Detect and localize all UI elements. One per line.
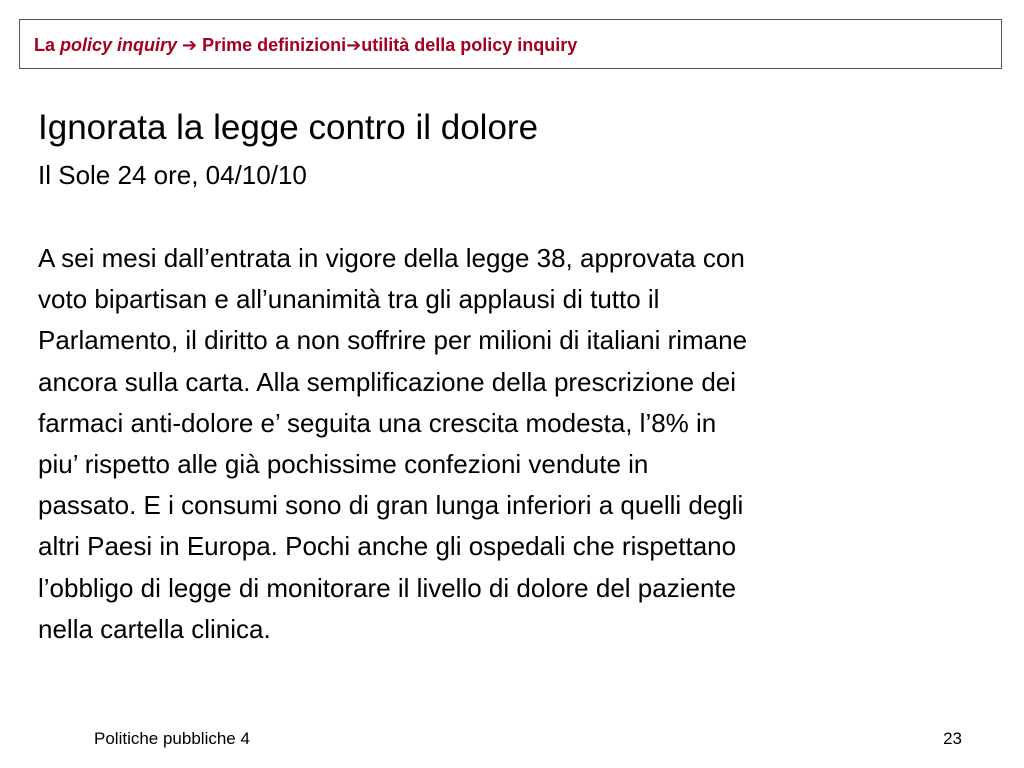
body-line: passato. E i consumi sono di gran lunga inferiori a quelli degli: [38, 490, 744, 521]
body-paragraph: [38, 238, 988, 650]
source-citation: Il Sole 24 ore, 04/10/10: [38, 160, 307, 190]
page-number: 23: [943, 729, 962, 748]
body-line: altri Paesi in Europa. Pochi anche gli ospedali che rispettano: [38, 531, 737, 562]
footer-course-name: Politiche pubbliche 4: [94, 729, 250, 748]
body-line: voto bipartisan e all’unanimità tra gli applausi di tutto il: [38, 284, 660, 315]
header-part1: Prime definizioni: [202, 35, 347, 55]
arrow-icon: ➔: [177, 35, 203, 55]
body-line: Parlamento, il diritto a non soffrire per milioni di italiani rimane: [38, 325, 748, 356]
body-line: farmaci anti-dolore e’ seguita una crescita modesta, l’8% in: [38, 407, 717, 438]
header-title: [34, 35, 577, 55]
body-line: piu’ rispetto alle già pochissime confezioni vendute in: [38, 448, 649, 479]
header-prefix: La: [34, 35, 61, 55]
header-box: [19, 19, 1002, 69]
body-line: nella cartella clinica.: [38, 613, 271, 644]
body-line: ancora sulla carta. Alla semplificazione della prescrizione dei: [38, 366, 737, 397]
body-line: A sei mesi dall’entrata in vigore della legge 38, approvata con: [38, 243, 745, 273]
body-line: l’obbligo di legge di monitorare il livello di dolore del paziente: [38, 572, 737, 603]
header-italic-term: policy inquiry: [60, 35, 178, 55]
arrow-icon: ➔: [346, 35, 362, 55]
page-title: Ignorata la legge contro il dolore: [38, 108, 539, 147]
header-part2: utilità della policy inquiry: [361, 35, 578, 55]
